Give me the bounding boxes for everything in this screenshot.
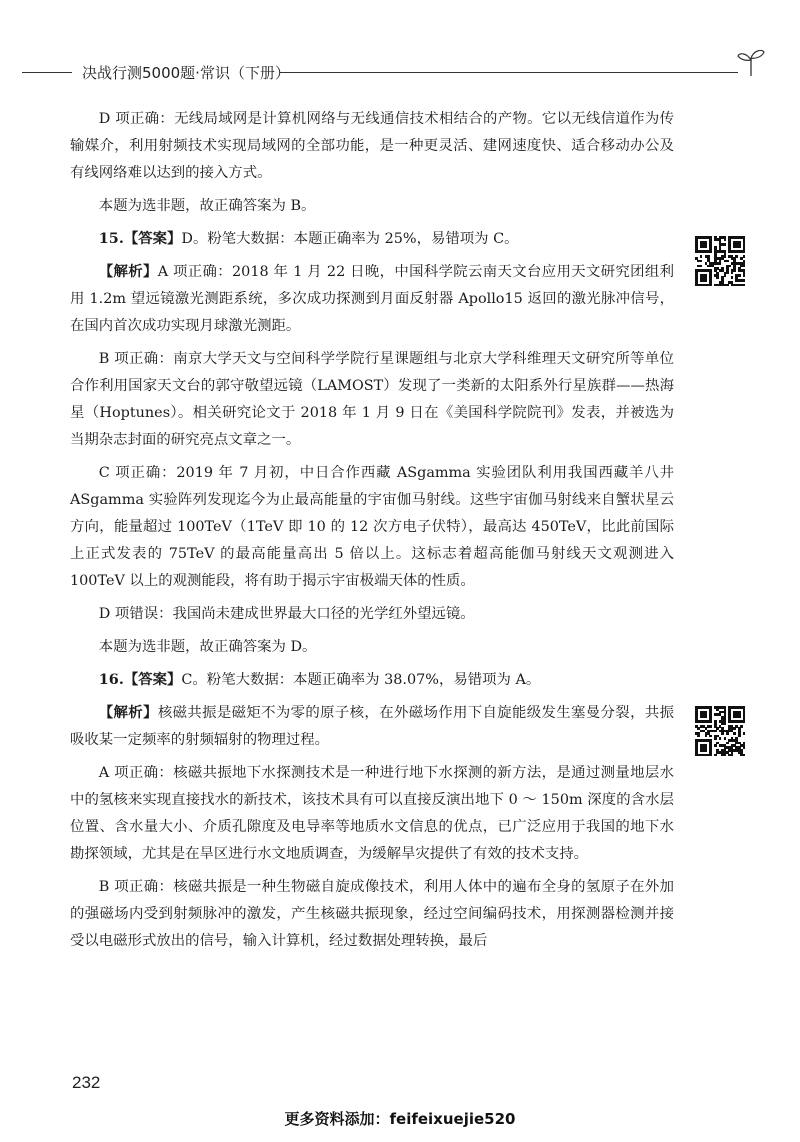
qr-module bbox=[743, 255, 746, 258]
qr-module bbox=[714, 754, 717, 757]
qr-module bbox=[731, 272, 734, 275]
qr-module bbox=[721, 732, 724, 735]
running-header bbox=[22, 60, 762, 84]
paragraph bbox=[70, 105, 674, 187]
answer-text: C。粉笔大数据：本题正确率为 38.07%，易错项为 A。 bbox=[181, 672, 541, 688]
analysis-paragraph bbox=[70, 258, 674, 340]
paragraph-text: A 项正确：2018 年 1 月 22 日晚，中国科学院云南天文台应用天文研究团组利用 1.2m 望远镜激光测距系统，多次成功探测到月面反射器 Apollo15 返回的激光脉冲信号，在国内首次成功实现月球激光测距。 bbox=[70, 264, 674, 334]
qr-module bbox=[724, 238, 727, 241]
qr-module bbox=[743, 284, 746, 287]
answer-text: D。粉笔大数据：本题正确率为 25%，易错项为 C。 bbox=[181, 231, 519, 247]
paragraph-text: B 项正确：核磁共振是一种生物磁自旋成像技术，利用人体中的遍布全身的氢原子在外加的强磁场内受到射频脉冲的激发，产生核磁共振现象，经过空间编码技术，用探测器检测并接受以电磁形式放出的信号，输入计算机，经过数据处理转换，最后 bbox=[70, 879, 674, 949]
answer-line bbox=[70, 666, 674, 694]
qr-module bbox=[738, 274, 741, 277]
qr-module bbox=[714, 730, 717, 733]
qr-module bbox=[735, 255, 738, 258]
qr-module bbox=[700, 255, 703, 258]
page-number: 232 bbox=[72, 1073, 101, 1092]
paragraph bbox=[70, 459, 674, 595]
qr-module bbox=[738, 246, 741, 249]
analysis-paragraph bbox=[70, 699, 674, 754]
paragraph-text: A 项正确：核磁共振地下水探测技术是一种进行地下水探测的新方法，是通过测量地层水中的氢核来实现直接找水的新技术，该技术具有可以直接反演出地下 0 ～ 150m 深度的含水层位置、含水量大小、介质孔隙度及电导率等地质水文信息的优点，已广泛应用于我国的地下水勘探领域，尤其是在旱区进行水文地质调查，为缓解旱灾提供了有效的技术支持。 bbox=[70, 765, 674, 862]
paragraph-text: 本题为选非题，故正确答案为 B。 bbox=[98, 198, 316, 214]
qr-module bbox=[738, 716, 741, 719]
paragraph-text: 本题为选非题，故正确答案为 D。 bbox=[98, 639, 317, 655]
qr-module bbox=[743, 754, 746, 757]
qr-module bbox=[726, 732, 729, 735]
qr-module bbox=[709, 735, 712, 738]
qr-module bbox=[738, 735, 741, 738]
footer-note: 更多资料添加：feifeixuejie520 bbox=[284, 1110, 516, 1128]
header-rule-left bbox=[22, 72, 72, 73]
paragraph bbox=[70, 345, 674, 454]
answer-label: 15.【答案】 bbox=[98, 230, 182, 247]
qr-module bbox=[714, 737, 717, 740]
qr-module bbox=[724, 754, 727, 757]
paragraph-text: C 项正确：2019 年 7 月初，中日合作西藏 ASgamma 实验团队利用我国西藏羊八井 ASgamma 实验阵列发现迄今为止最高能量的宇宙伽马射线。这些宇宙伽马射线来自蟹状星云方向，能量超过 100TeV（1TeV 即 10 的 12 次方电子伏特），最高达 450TeV，比此前国际上正式发表的 75TeV 的最高能量高出 5 倍以上。这标志着超高能伽马射线天文观测进入 100TeV 以上的观测能段，将有助于揭示宇宙极端天体的性质。 bbox=[70, 465, 674, 589]
qr-module bbox=[726, 260, 729, 263]
qr-module bbox=[716, 276, 719, 279]
qr-code-icon bbox=[695, 706, 745, 756]
qr-module bbox=[724, 243, 727, 246]
qr-module bbox=[743, 279, 746, 282]
qr-module bbox=[726, 742, 729, 745]
qr-module bbox=[709, 284, 712, 287]
qr-module bbox=[709, 725, 712, 728]
qr-module bbox=[728, 265, 731, 268]
qr-module bbox=[740, 725, 743, 728]
paragraph-text: B 项正确：南京大学天文与空间科学学院行星课题组与北京大学科维理天文研究所等单位合作利用国家天文台的郭守敬望远镜（LAMOST）发现了一类新的太阳系外行星族群——热海星（Hoptunes）。相关研究论文于 2018 年 1 月 9 日在《美国科学院院刊》发表，并被选为当期杂志封面的研究亮点文章之一。 bbox=[70, 351, 674, 448]
qr-module bbox=[709, 754, 712, 757]
paragraph bbox=[70, 873, 674, 955]
qr-module bbox=[724, 274, 727, 277]
qr-module bbox=[743, 265, 746, 268]
qr-module bbox=[705, 735, 708, 738]
analysis-label: 【解析】 bbox=[98, 263, 158, 280]
qr-module bbox=[724, 723, 727, 726]
paragraph bbox=[70, 759, 674, 868]
qr-module bbox=[705, 749, 708, 752]
qr-module bbox=[743, 746, 746, 749]
qr-module bbox=[731, 276, 734, 279]
qr-module bbox=[733, 727, 736, 730]
qr-module bbox=[709, 720, 712, 723]
qr-module bbox=[733, 269, 736, 272]
paragraph-text: 核磁共振是磁矩不为零的原子核，在外磁场作用下自旋能级发生塞曼分裂，共振吸收某一定频率的射频辐射的物理过程。 bbox=[70, 705, 674, 748]
qr-module bbox=[733, 732, 736, 735]
analysis-label: 【解析】 bbox=[98, 704, 158, 721]
qr-module bbox=[719, 262, 722, 265]
header-rule-right bbox=[280, 72, 738, 73]
qr-module bbox=[724, 255, 727, 258]
paragraph bbox=[70, 633, 674, 661]
qr-module bbox=[705, 716, 708, 719]
qr-module bbox=[724, 737, 727, 740]
paragraph bbox=[70, 600, 674, 628]
qr-module bbox=[714, 744, 717, 747]
qr-module bbox=[705, 246, 708, 249]
qr-module bbox=[705, 279, 708, 282]
paragraph bbox=[70, 192, 674, 220]
qr-module bbox=[700, 265, 703, 268]
qr-module bbox=[743, 274, 746, 277]
qr-module bbox=[726, 284, 729, 287]
paragraph-text: D 项正确：无线局域网是计算机网络与无线通信技术相结合的产物。它以无线信道作为传输媒介，利用射频技术实现局域网的全部功能，是一种更灵活、建网速度快、适合移动办公及有线网络难以达到的接入方式。 bbox=[70, 111, 674, 181]
qr-module bbox=[726, 272, 729, 275]
paragraph-text: D 项错误：我国尚未建成世界最大口径的光学红外望远镜。 bbox=[98, 606, 475, 622]
qr-module bbox=[697, 735, 700, 738]
qr-module bbox=[700, 260, 703, 263]
qr-module bbox=[743, 732, 746, 735]
qr-module bbox=[709, 250, 712, 253]
qr-code-icon bbox=[695, 236, 745, 286]
answer-line bbox=[70, 225, 674, 253]
page-body bbox=[70, 105, 674, 955]
qr-module bbox=[743, 720, 746, 723]
answer-label: 16.【答案】 bbox=[98, 671, 182, 688]
qr-module bbox=[731, 754, 734, 757]
qr-module bbox=[743, 250, 746, 253]
sprout-icon bbox=[736, 46, 766, 78]
qr-module bbox=[719, 737, 722, 740]
header-title: 决战行测5000题·常识（下册） bbox=[82, 64, 290, 82]
